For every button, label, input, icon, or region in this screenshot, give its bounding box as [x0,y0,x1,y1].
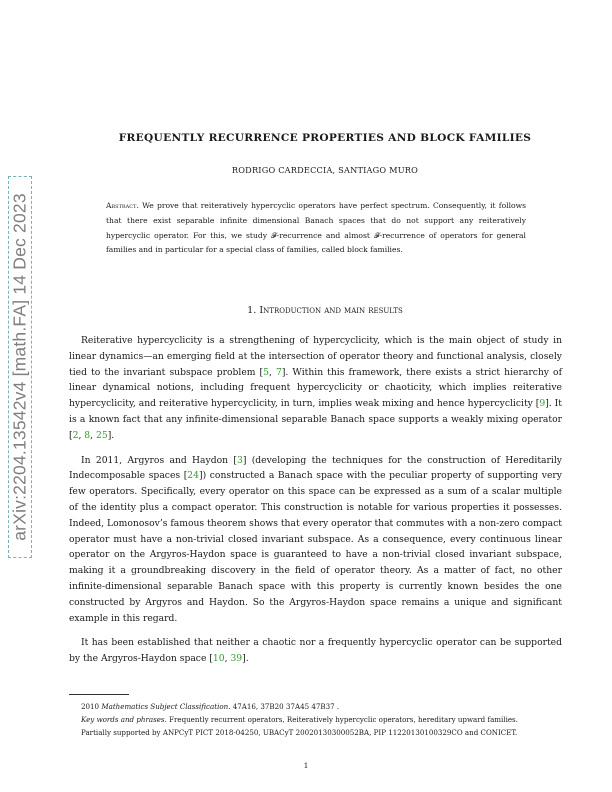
citation-link[interactable]: 3 [236,454,243,466]
paragraph-text: ]. [242,653,249,665]
citation-link[interactable]: 25 [96,429,108,441]
section-title: Introduction and main results [259,305,403,316]
citation-link[interactable]: 39 [230,653,243,665]
paragraph-text: It has been established that neither a chaotic nor a frequently hypercyclic operator can be supported by the Argyros-Haydon space [ [69,637,562,665]
body-text [69,333,562,676]
section-number: 1. [247,305,257,316]
abstract-text: We prove that reiteratively hypercyclic operators have perfect spectrum. Consequently, it follows that there exist separable infinite dimensional Banach spaces that do not support any reiteratively hypercyclic operator. For this, we study 𝓕-recurrence and almost 𝓕-recurrence of operators for general families and in particular for a special class of families, called block families. [106,201,526,255]
page-number: 1 [303,761,309,770]
citation-link[interactable]: 2 [72,429,79,441]
paragraph-text: In 2011, Argyros and Haydon [ [81,454,237,466]
paper-authors: RODRIGO CARDECCIA, SANTIAGO MURO [231,165,419,175]
abstract-label: Abstract. [106,201,139,210]
footnotes [69,701,562,739]
paragraph-text: Reiterative hypercyclicity is a strengthening of hypercyclicity, which is the main object of study in linear dynamics—an emerging field at the intersection of operator theory and functional analysis, closely tied to the invariant subspace problem [ [69,335,562,378]
body-paragraph [69,635,562,667]
citation-link[interactable]: 5 [263,366,269,378]
paragraph-text: , [224,653,231,665]
arxiv-identifier-stamp [8,176,32,558]
citation-link[interactable]: 9 [539,398,546,410]
paragraph-text: , [78,429,85,441]
footnote-msc [69,701,562,714]
section-heading [60,305,590,316]
citation-link[interactable]: 8 [84,429,91,441]
citation-link[interactable]: 24 [187,470,199,482]
msc-codes: 47A16, 37B20 37A45 47B37 . [232,702,340,711]
citation-link[interactable]: 7 [275,366,282,378]
msc-label: Mathematics Subject Classification. [101,702,231,711]
keywords-text: Frequently recurrent operators, Reiteratively hypercyclic operators, hereditary upward families. [169,714,518,724]
paragraph-text: ]) constructed a Banach space with the peculiar property of supporting very few operators. Specifically, every operator on this space can be expressed as a sum of a scalar multiple of the identity plus a compact operator. This construction is notable for various properties it possesses. Indeed, Lomonosov’s famous theorem shows that every operator that commutes with a non-zero compact operator must have a non-trivial closed invariant subspace. As a consequence, every continuous linear operator on the Argyros-Haydon space is guaranteed to have a non-trivial closed invariant subspace, making it a groundbreaking discovery in the field of operator theory. As a matter of fact, no other infinite-dimensional separable Banach space with this property is currently known besides the one constructed by Argyros and Haydon. So the Argyros-Haydon space remains a unique and significant example in this regard. [69,470,562,624]
msc-year: 2010 [81,702,100,711]
paragraph-text: , [268,366,276,378]
citation-link[interactable]: 10 [212,653,225,665]
footnote-keywords [69,714,562,727]
paragraph-text: ]. It is a known fact that any infinite-dimensional separable Banach space supports a weakly mixing operator [ [69,398,562,441]
paragraph-text: ]. Within this framework, there exists a strict hierarchy of linear dynamical notions, including frequent hypercyclicity or chaoticity, which implies reiterative hypercyclicity, and reiterative hypercyclicity, in turn, implies weak mixing and hence hypercyclicity [ [69,366,562,410]
keywords-label: Key words and phrases. [81,714,167,724]
body-paragraph [69,333,562,444]
paragraph-text: , [90,429,96,441]
paragraph-text: ]. [107,429,115,441]
footnote-rule [69,694,129,695]
arxiv-identifier-text: arXiv:2204.13542v4 [math.FA] 14 Dec 2023 [9,193,30,541]
body-paragraph [69,453,562,627]
footnote-support: Partially supported by ANPCyT PICT 2018-04250, UBACyT 20020130300052BA, PIP 11220130100329CO and CONICET. [81,727,518,737]
paragraph-text: ] (developing the techniques for the construction of Hereditarily Indecomposable spaces [ [69,454,562,482]
paper-title: FREQUENTLY RECURRENCE PROPERTIES AND BLOCK FAMILIES [118,132,532,144]
abstract [106,199,526,258]
